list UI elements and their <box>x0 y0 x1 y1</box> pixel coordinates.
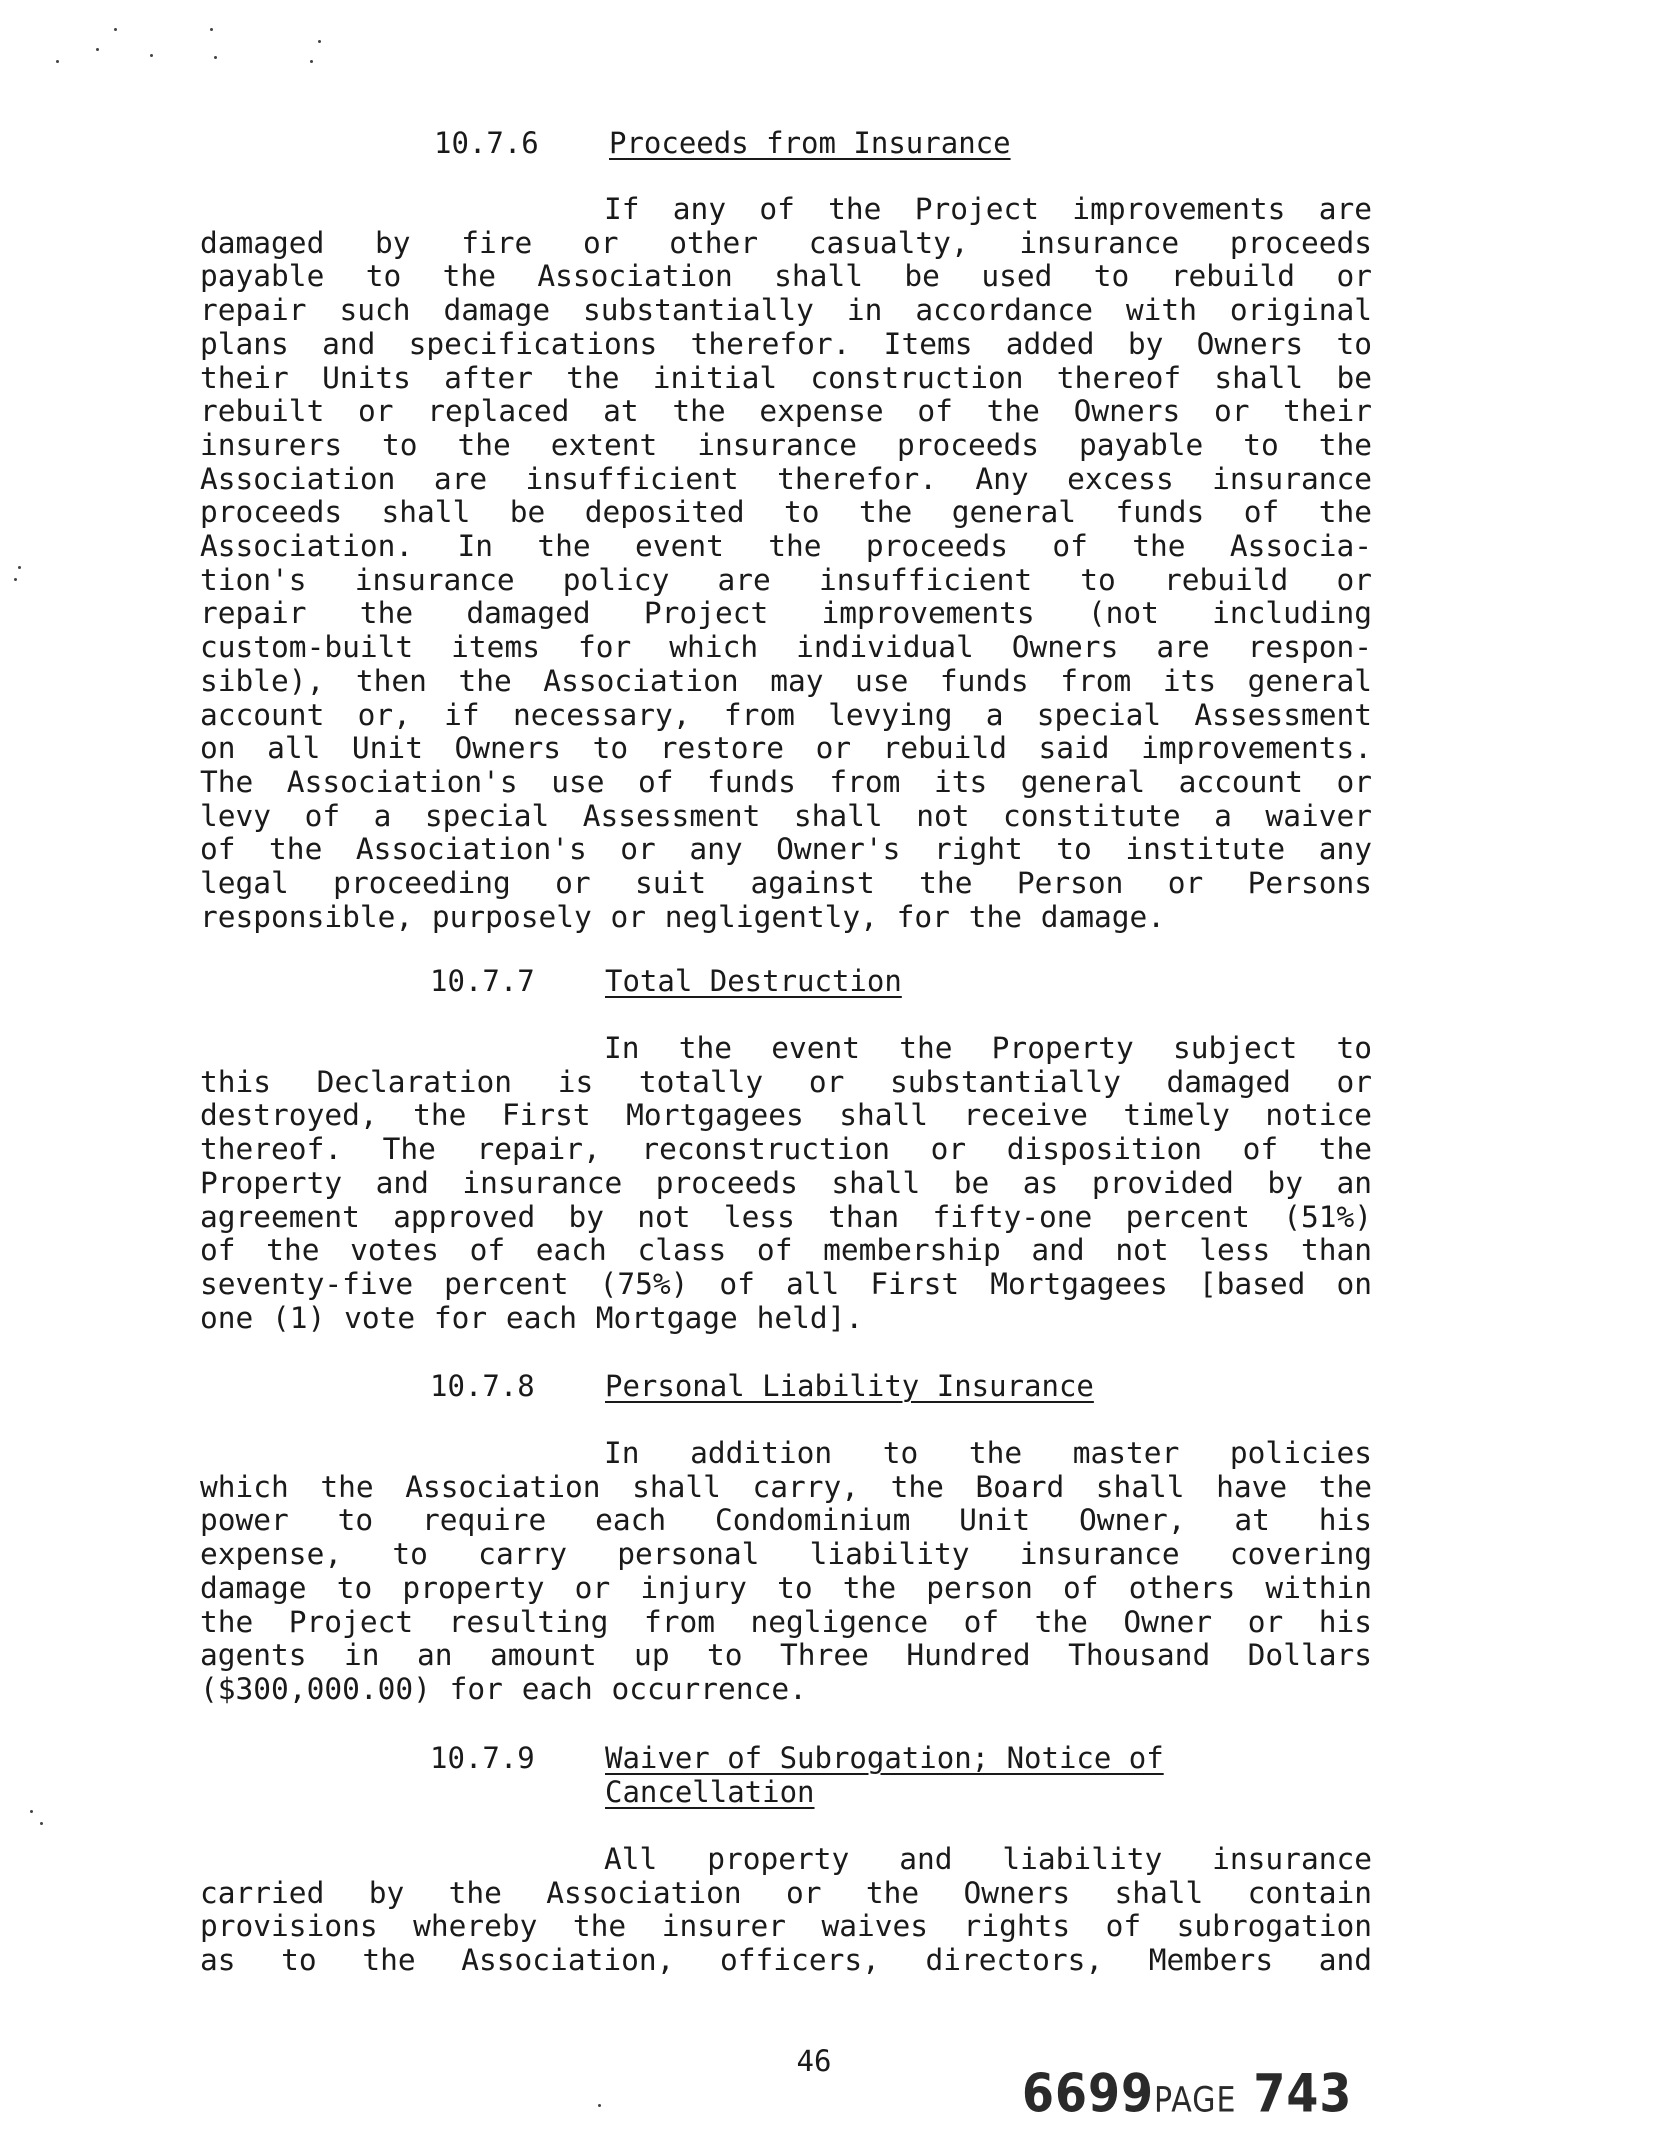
text-line: seventy-five percent (75%) of all First Mortgagees [based on <box>200 1266 1372 1301</box>
text-line: thereof. The repair, reconstruction or disposition of the <box>200 1132 1372 1167</box>
section-heading <box>434 126 1011 160</box>
section-title: Personal Liability Insurance <box>605 1369 1094 1403</box>
scan-speck <box>40 1822 43 1825</box>
section-paragraph <box>200 1843 1372 1978</box>
text-line: sible), then the Association may use funds from its general <box>200 663 1372 698</box>
section-title: Waiver of Subrogation; Notice of <box>605 1741 1164 1775</box>
scan-speck <box>318 40 321 43</box>
section-number: 10.7.8 <box>430 1369 535 1403</box>
text-line: repair the damaged Project improvements (not including <box>200 596 1372 631</box>
text-line: of the votes of each class of membership and not less than <box>200 1233 1372 1268</box>
text-line: ($300,000.00) for each occurrence. <box>200 1671 807 1706</box>
scan-speck <box>210 28 213 31</box>
text-line: In the event the Property subject to <box>604 1031 1372 1065</box>
text-line: account or, if necessary, from levying a special Assessment <box>200 697 1372 732</box>
scan-speck <box>114 28 117 31</box>
text-line: expense, to carry personal liability insurance covering <box>200 1537 1372 1572</box>
text-line: insurers to the extent insurance proceeds payable to the <box>200 427 1372 462</box>
stamp-page-label: PAGE <box>1154 2080 1237 2121</box>
text-line: which the Association shall carry, the Board shall have the <box>200 1469 1372 1504</box>
section-number: 10.7.7 <box>430 964 535 998</box>
scan-speck <box>214 56 217 59</box>
text-line: agents in an amount up to Three Hundred Thousand Dollars <box>200 1638 1372 1673</box>
text-line: rebuilt or replaced at the expense of the Owners or their <box>200 394 1372 429</box>
text-line: damaged by fire or other casualty, insurance proceeds <box>200 225 1372 260</box>
scan-speck <box>30 1810 33 1813</box>
section-number: 10.7.6 <box>434 126 539 160</box>
text-line: agreement approved by not less than fifty-one percent (51%) <box>200 1199 1372 1234</box>
text-line: Property and insurance proceeds shall be as provided by an <box>200 1165 1372 1200</box>
text-line: levy of a special Assessment shall not constitute a waiver <box>200 798 1372 833</box>
text-line: the Project resulting from negligence of the Owner or his <box>200 1604 1372 1639</box>
text-line: one (1) vote for each Mortgage held]. <box>200 1300 864 1335</box>
text-line: tion's insurance policy are insufficient to rebuild or <box>200 562 1372 597</box>
text-line: damage to property or injury to the person of others within <box>200 1570 1372 1605</box>
text-line: proceeds shall be deposited to the general funds of the <box>200 495 1372 530</box>
scan-speck <box>96 48 99 51</box>
stamp-book: 6699 <box>1022 2061 1155 2125</box>
page-number: 46 <box>796 2044 832 2078</box>
text-line: All property and liability insurance <box>604 1842 1372 1876</box>
section-heading <box>430 1741 1164 1809</box>
section-number: 10.7.9 <box>430 1741 535 1775</box>
scan-speck <box>598 2104 601 2107</box>
section-heading <box>430 1369 1094 1403</box>
text-line: provisions whereby the insurer waives rights of subrogation <box>200 1909 1372 1944</box>
text-line: Association are insufficient therefor. Any excess insurance <box>200 461 1372 496</box>
scan-speck <box>56 60 59 63</box>
text-line: The Association's use of funds from its general account or <box>200 764 1372 799</box>
text-line: this Declaration is totally or substantially damaged or <box>200 1064 1372 1099</box>
section-heading <box>430 964 902 998</box>
text-line: If any of the Project improvements are <box>604 192 1372 226</box>
text-line: on all Unit Owners to restore or rebuild said improvements. <box>200 731 1372 766</box>
section-title-continued: Cancellation <box>605 1775 815 1809</box>
section-paragraph <box>200 193 1372 934</box>
section-title: Total Destruction <box>605 964 902 998</box>
text-line: their Units after the initial construction thereof shall be <box>200 360 1372 395</box>
text-line: as to the Association, officers, directors, Members and <box>200 1943 1372 1978</box>
stamp-page: 743 <box>1253 2061 1353 2125</box>
scan-speck <box>310 60 313 63</box>
text-line: of the Association's or any Owner's right to institute any <box>200 832 1372 867</box>
text-line: In addition to the master policies <box>604 1436 1372 1470</box>
text-line: repair such damage substantially in accordance with original <box>200 293 1372 328</box>
section-title: Proceeds from Insurance <box>609 126 1011 160</box>
section-paragraph <box>200 1437 1372 1707</box>
recording-stamp <box>1022 2062 1352 2124</box>
section-paragraph <box>200 1032 1372 1335</box>
scan-speck <box>150 54 153 57</box>
scan-speck <box>14 578 17 581</box>
text-line: carried by the Association or the Owners shall contain <box>200 1875 1372 1910</box>
text-line: destroyed, the First Mortgagees shall receive timely notice <box>200 1098 1372 1133</box>
text-line: legal proceeding or suit against the Person or Persons <box>200 866 1372 901</box>
scan-speck <box>18 566 21 569</box>
text-line: Association. In the event the proceeds of the Associa- <box>200 529 1372 564</box>
text-line: custom-built items for which individual Owners are respon- <box>200 630 1372 665</box>
text-line: plans and specifications therefor. Items added by Owners to <box>200 326 1372 361</box>
text-line: payable to the Association shall be used to rebuild or <box>200 259 1372 294</box>
text-line: power to require each Condominium Unit Owner, at his <box>200 1503 1372 1538</box>
text-line: responsible, purposely or negligently, for the damage. <box>200 899 1166 934</box>
